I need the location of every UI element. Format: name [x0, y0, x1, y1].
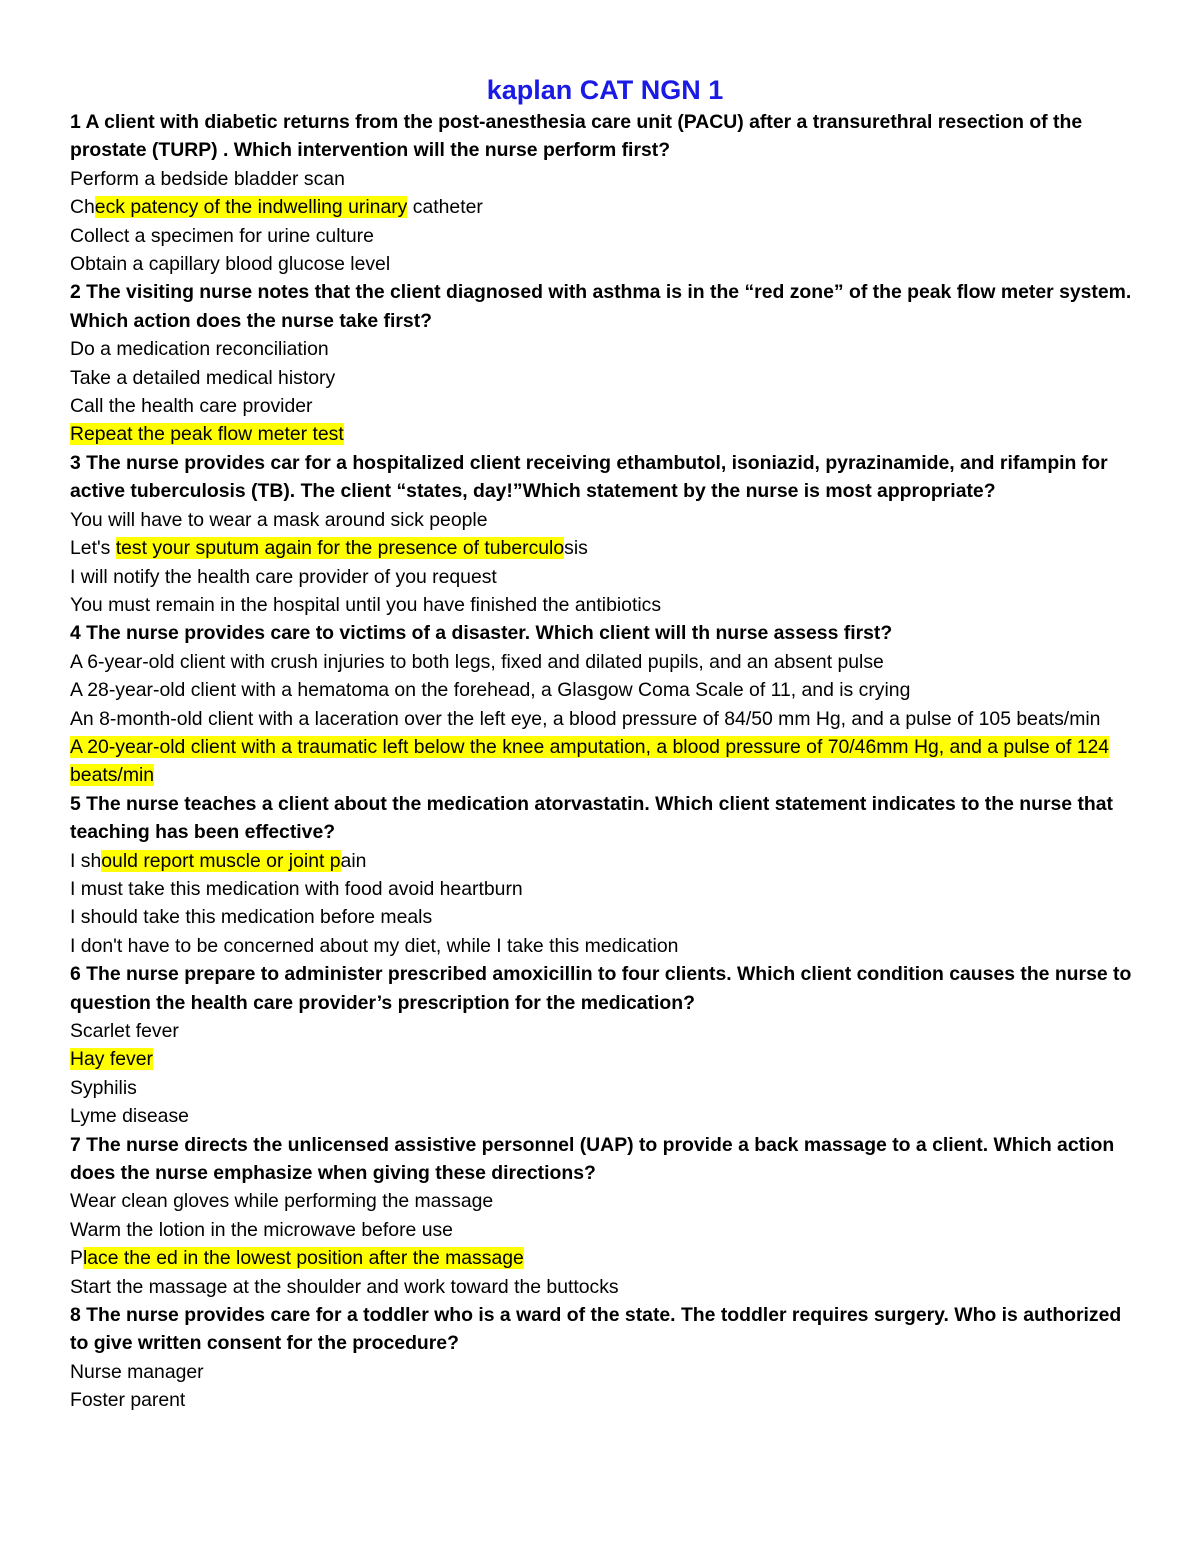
answer-option — [70, 193, 1140, 221]
answer-option — [70, 1358, 1140, 1386]
option-text: P — [70, 1247, 83, 1270]
question-text: 1 A client with diabetic returns from the post-anesthesia care unit (PACU) after a transurethral resection of the prostate (TURP) . Which intervention will the nurse perform first? — [70, 111, 1083, 162]
question-block — [70, 278, 1140, 448]
question-text: 3 The nurse provides car for a hospitalized client receiving ethambutol, isoniazid, pyrazinamide, and rifampin for active tuberculosis (TB). The client “states, day!”Which statement by the nurse is most appropriate? — [70, 451, 1108, 503]
highlighted-answer: Hay fever — [70, 1048, 153, 1071]
option-text: I don't have to be concerned about my diet, while I take this medication — [70, 934, 679, 957]
answer-option — [70, 392, 1140, 420]
answer-option — [70, 903, 1140, 931]
answer-option — [70, 1273, 1140, 1301]
option-text: ain — [340, 849, 367, 872]
answer-option — [70, 420, 1140, 448]
option-text: Wear clean gloves while performing the massage — [70, 1190, 494, 1213]
answer-option — [70, 1017, 1140, 1045]
question-block — [70, 449, 1140, 619]
question-text: 2 The visiting nurse notes that the client diagnosed with asthma is in the “red zone” of the peak flow meter system. Which action does the nurse take first? — [70, 281, 1132, 332]
question-text: 6 The nurse prepare to administer prescribed amoxicillin to four clients. Which client condition causes the nurse to question the health care provider’s prescription for the medication? — [70, 963, 1132, 1014]
answer-option — [70, 847, 1140, 875]
option-text: You will have to wear a mask around sick people — [70, 508, 488, 531]
answer-option — [70, 1102, 1140, 1130]
option-text: You must remain in the hospital until you have finished the antibiotics — [70, 593, 662, 616]
question-text: 7 The nurse directs the unlicensed assistive personnel (UAP) to provide a back massage to a client. Which action does the nurse emphasize when giving these directions? — [70, 1133, 1115, 1185]
option-text: Warm the lotion in the microwave before use — [70, 1218, 453, 1241]
option-text: Syphilis — [70, 1076, 137, 1099]
option-text: I must take this medication with food avoid heartburn — [70, 877, 523, 900]
question-text: 4 The nurse provides care to victims of a disaster. Which client will th nurse assess first? — [70, 622, 893, 645]
option-text: catheter — [407, 196, 483, 219]
option-text: I will notify the health care provider of you request — [70, 565, 497, 588]
option-text: Let's — [70, 537, 116, 560]
answer-option — [70, 1187, 1140, 1215]
option-text: Do a medication reconciliation — [70, 338, 329, 361]
option-text: I sh — [70, 849, 102, 872]
option-text: I should take this medication before meals — [70, 906, 433, 929]
answer-option — [70, 591, 1140, 619]
highlighted-answer: eck patency of the indwelling urinary — [94, 196, 408, 219]
highlighted-answer: ould report muscle or joint p — [101, 849, 341, 872]
option-text: A 28-year-old client with a hematoma on the forehead, a Glasgow Coma Scale of 11, and is crying — [70, 679, 911, 702]
option-text: Collect a specimen for urine culture — [70, 224, 374, 247]
answer-option — [70, 705, 1140, 733]
question-block — [70, 1301, 1140, 1415]
answer-option — [70, 222, 1140, 250]
highlighted-answer: lace the ed in the lowest position after the massage — [82, 1247, 524, 1270]
option-text: Call the health care provider — [70, 395, 313, 418]
answer-option — [70, 1045, 1140, 1073]
option-text: Lyme disease — [70, 1105, 189, 1128]
option-text: Take a detailed medical history — [70, 366, 336, 389]
question-block — [70, 108, 1140, 278]
option-text: Ch — [70, 196, 95, 219]
option-text: An 8-month-old client with a laceration over the left eye, a blood pressure of 84/50 mm Hg, and a pulse of 105 beats/min — [70, 707, 1101, 730]
option-text: Start the massage at the shoulder and work toward the buttocks — [70, 1275, 619, 1298]
answer-option — [70, 1074, 1140, 1102]
answer-option — [70, 1244, 1140, 1272]
highlighted-answer: Repeat the peak flow meter test — [70, 423, 344, 446]
question-text: 5 The nurse teaches a client about the medication atorvastatin. Which client statement indicates to the nurse that teaching has been effective? — [70, 792, 1114, 844]
answer-option — [70, 165, 1140, 193]
answer-option — [70, 563, 1140, 591]
answer-option — [70, 250, 1140, 278]
answer-option — [70, 1386, 1140, 1414]
document-title: kaplan CAT NGN 1 — [486, 75, 724, 105]
question-block — [70, 960, 1140, 1130]
answer-option — [70, 932, 1140, 960]
option-text: sis — [564, 537, 588, 560]
option-text: A 6-year-old client with crush injuries to both legs, fixed and dilated pupils, and an absent pulse — [70, 650, 884, 673]
answer-option — [70, 875, 1140, 903]
option-text: Obtain a capillary blood glucose level — [70, 253, 391, 276]
answer-option — [70, 364, 1140, 392]
answer-option — [70, 676, 1140, 704]
answer-option — [70, 648, 1140, 676]
question-block — [70, 1131, 1140, 1301]
answer-option — [70, 733, 1140, 790]
question-block — [70, 619, 1140, 789]
answer-option — [70, 1216, 1140, 1244]
question-list — [70, 108, 1140, 1415]
option-text: Scarlet fever — [70, 1020, 179, 1042]
document-page — [70, 74, 1140, 1415]
answer-option — [70, 534, 1140, 562]
answer-option — [70, 335, 1140, 363]
question-text: 8 The nurse provides care for a toddler who is a ward of the state. The toddler requires surgery. Who is authorized to give written consent for the procedure? — [70, 1304, 1122, 1355]
answer-option — [70, 506, 1140, 534]
option-text: Nurse manager — [70, 1360, 204, 1383]
question-block — [70, 790, 1140, 960]
highlighted-answer: test your sputum again for the presence of tuberculo — [115, 537, 565, 560]
option-text: Foster parent — [70, 1389, 186, 1412]
highlighted-answer: A 20-year-old client with a traumatic left below the knee amputation, a blood pressure of 70/46mm Hg, and a pulse of 124 beats/min — [70, 735, 1110, 787]
option-text: Perform a bedside bladder scan — [70, 167, 345, 190]
